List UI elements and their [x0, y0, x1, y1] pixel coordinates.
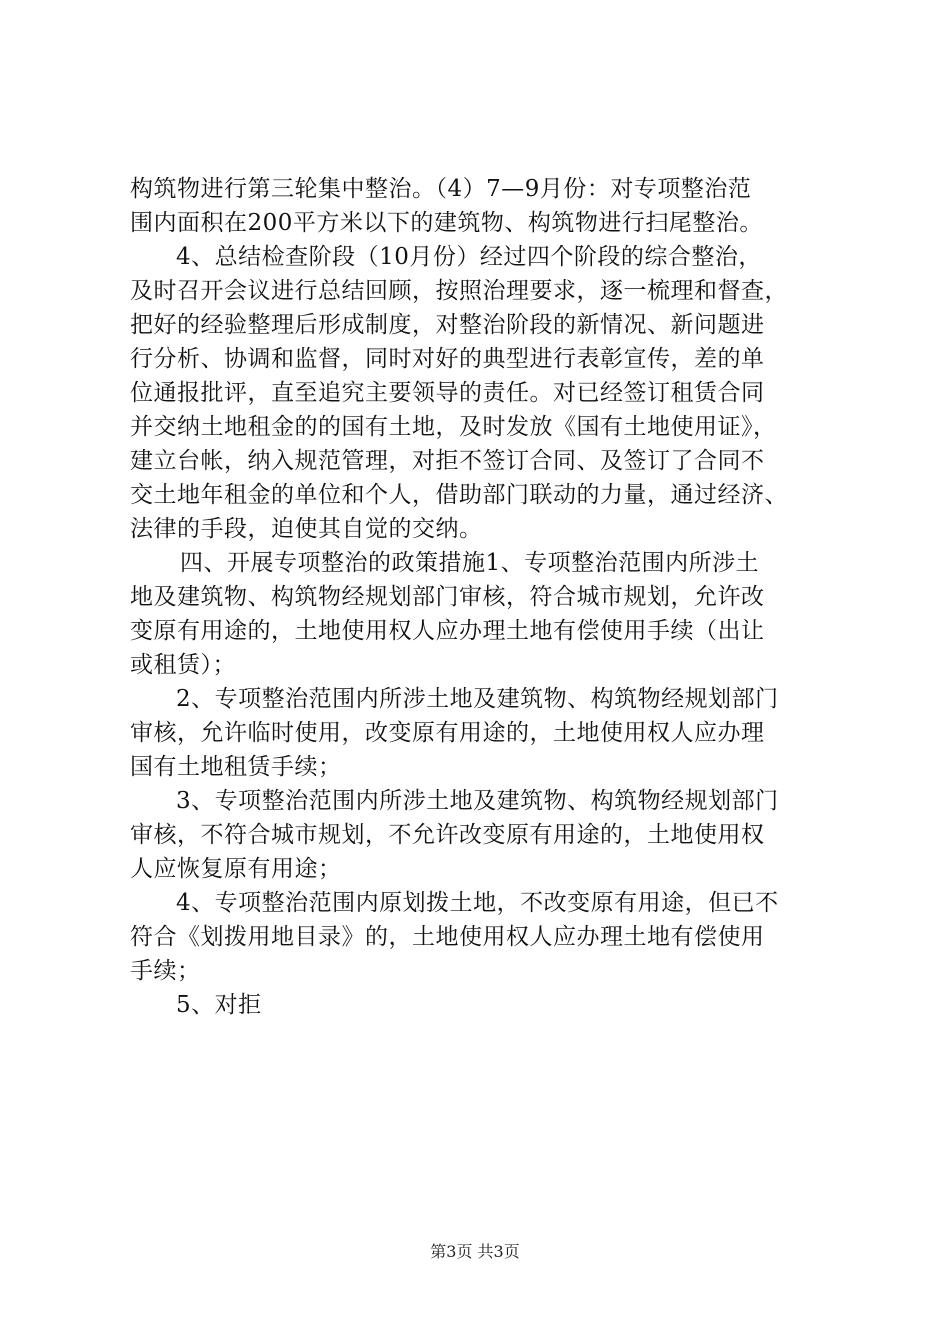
text-line: 围内面积在200平方米以下的建筑物、构筑物进行扫尾整治。: [130, 210, 763, 236]
text-line: 或租赁）；: [130, 652, 236, 678]
text-line: 审核，允许临时使用，改变原有用途的，土地使用权人应办理: [130, 720, 765, 746]
text-line: 符合《划拨用地目录》的，土地使用权人应办理土地有偿使用: [130, 924, 765, 950]
text-line: 4、专项整治范围内原划拨土地，不改变原有用途，但已不: [176, 890, 779, 916]
text-line: 国有土地租赁手续；: [130, 754, 342, 780]
text-line: 4、总结检查阶段（10月份）经过四个阶段的综合整治，: [176, 244, 762, 270]
text-line: 及时召开会议进行总结回顾，按照治理要求，逐一梳理和督查，: [130, 278, 788, 304]
text-line: 四、开展专项整治的政策措施1、专项整治范围内所涉土: [180, 550, 760, 576]
text-line: 位通报批评，直至追究主要领导的责任。对已经签订租赁合同: [130, 380, 765, 406]
text-line: 行分析、协调和监督，同时对好的典型进行表彰宣传，差的单: [130, 346, 765, 372]
text-line: 构筑物进行第三轮集中整治。（4）7—9月份：对专项整治范: [130, 176, 752, 202]
page-footer: 第3页 共3页: [430, 1242, 520, 1261]
text-line: 地及建筑物、构筑物经规划部门审核，符合城市规划，允许改: [130, 584, 765, 610]
text-line: 交土地年租金的单位和个人，借助部门联动的力量，通过经济、: [130, 482, 788, 508]
text-line: 变原有用途的，土地使用权人应办理土地有偿使用手续（出让: [130, 618, 765, 644]
text-line: 3、专项整治范围内所涉土地及建筑物、构筑物经规划部门: [176, 788, 779, 814]
text-line: 手续；: [130, 958, 201, 984]
text-line: 人应恢复原有用途；: [130, 856, 342, 882]
text-line: 把好的经验整理后形成制度，对整治阶段的新情况、新问题进: [130, 312, 765, 338]
text-line: 2、专项整治范围内所涉土地及建筑物、构筑物经规划部门: [176, 686, 779, 712]
text-line: 建立台帐，纳入规范管理，对拒不签订合同、及签订了合同不: [130, 448, 765, 474]
text-line: 法律的手段，迫使其自觉的交纳。: [130, 516, 483, 542]
text-line: 5、对拒: [176, 992, 262, 1018]
text-line: 并交纳土地租金的的国有土地，及时发放《国有土地使用证》，: [130, 414, 777, 440]
text-line: 审核，不符合城市规划，不允许改变原有用途的，土地使用权: [130, 822, 765, 848]
